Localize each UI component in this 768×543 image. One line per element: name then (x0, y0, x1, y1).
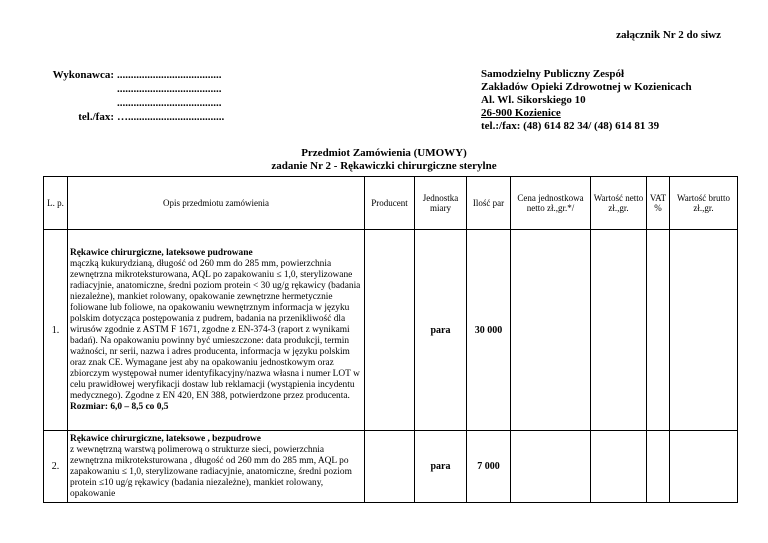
header-unit: Jednostka miary (415, 177, 467, 230)
subject-heading (0, 147, 768, 173)
row-quantity: 30 000 (467, 230, 511, 431)
row-gross-value (670, 431, 738, 503)
contractor-dots: ...................................... (117, 83, 222, 95)
row-vat (647, 230, 670, 431)
row-lp: 2. (44, 431, 68, 503)
row-unit: para (415, 431, 467, 503)
client-name-2: Zakładów Opieki Zdrowotnej w Kozienicach (481, 81, 692, 93)
contractor-dots: ...................................... (117, 69, 222, 81)
row-title: Rękawice chirurgiczne, lateksowe pudrowane (70, 247, 253, 258)
contractor-block (52, 68, 224, 124)
header-net-value: Wartość netto zł.,gr. (591, 177, 647, 230)
row-body: mączką kukurydzianą, długość od 260 mm do 285 mm, powierzchnia zewnętrzna mikroteksturowana, AQL po zapakowaniu ≤ 1,0, sterylizowane radiacyjnie, anatomiczne, średni poziom protein < 30 ug/g rękawicy (badania niezależne), mankiet rolowany, opakowanie zewnętrzne hermetycznie foliowane lub foliowe, na opakowaniu wewnętrznym informacja w języku polskim dotycząca postępowania z pudrem, badania na przenikliwość dla wirusów zgodnie z ASTM F 1671, zgodne z EN-374-3 (raport z wynikami badań). Na opakowaniu powinny być umieszczone: data produkcji, termin ważności, nr serii, nazwa i adres producenta, informacja w języku polskim oraz znak CE. Wymagane jest aby na opakowaniu jednostkowym oraz zbiorczym występował numer identyfikacyjny/nazwa własna i numer LOT w celu prawidłowej weryfikacji dostaw lub reklamacji (wystąpienia incydentu medycznego). Zgodne z EN 420, EN 388, potwierdzone przez producenta. (70, 258, 361, 401)
client-postal: 26-900 Kozienice (481, 107, 561, 119)
header-gross-value: Wartość brutto zł.,gr. (670, 177, 738, 230)
row-quantity: 7 000 (467, 431, 511, 503)
header-quantity: Ilość par (467, 177, 511, 230)
row-body: z wewnętrzną warstwą polimerową o strukturze sieci, powierzchnia zewnętrzna mikroteksturowana , długość od 260 mm do 285 mm, AQL po zapakowaniu ≤ 1,0, sterylizowane radiacyjnie, anatomiczne, średni poziom protein ≤10 ug/g rękawicy (badania niezależne), mankiet rolowany, opakowanie (70, 444, 352, 499)
client-name: Samodzielny Publiczny Zespół (481, 68, 625, 80)
row-description (68, 431, 365, 503)
contractor-tel-label: tel./fax: (78, 111, 114, 123)
header-lp: L. p. (44, 177, 68, 230)
annex-label: załącznik Nr 2 do siwz (616, 29, 721, 41)
header-unit-price: Cena jednostkowa netto zł.,gr.*/ (511, 177, 591, 230)
table-row (44, 431, 738, 503)
subject-subtitle: zadanie Nr 2 - Rękawiczki chirurgiczne sterylne (271, 160, 497, 172)
header-producer: Producent (365, 177, 415, 230)
table-header-row (44, 177, 738, 230)
contractor-tel-dots: …................................... (117, 111, 225, 123)
row-unit-price (511, 431, 591, 503)
contractor-dots: ...................................... (117, 97, 222, 109)
header-description: Opis przedmiotu zamówienia (68, 177, 365, 230)
row-gross-value (670, 230, 738, 431)
row-producer (365, 230, 415, 431)
table-row (44, 230, 738, 431)
contractor-label: Wykonawca: (52, 69, 114, 81)
row-vat (647, 431, 670, 503)
row-lp: 1. (44, 230, 68, 431)
items-table (43, 176, 738, 503)
row-net-value (591, 431, 647, 503)
row-size: Rozmiar: 6,0 – 8,5 co 0,5 (70, 401, 169, 412)
client-phone: tel.:/fax: (48) 614 82 34/ (48) 614 81 39 (481, 120, 660, 132)
subject-title: Przedmiot Zamówienia (UMOWY) (301, 147, 467, 159)
row-description (68, 230, 365, 431)
client-block (481, 68, 692, 133)
row-unit: para (415, 230, 467, 431)
row-net-value (591, 230, 647, 431)
row-unit-price (511, 230, 591, 431)
client-street: Al. Wl. Sikorskiego 10 (481, 94, 586, 106)
header-vat: VAT % (647, 177, 670, 230)
row-title: Rękawice chirurgiczne, lateksowe , bezpudrowe (70, 433, 261, 444)
row-producer (365, 431, 415, 503)
